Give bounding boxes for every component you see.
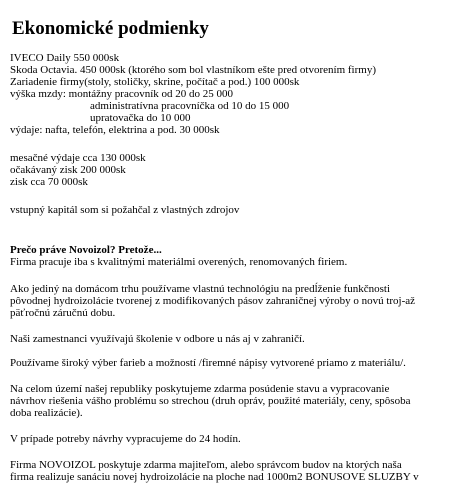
why-paragraph-2-line-3: päťročnú záručnú dobu. bbox=[10, 307, 116, 319]
wage-cleaner: upratovačka do 10 000 bbox=[90, 112, 191, 124]
cost-car: Skoda Octavia. 450 000sk (ktorého som bol vlastníkom ešte pred otvorením firmy) bbox=[10, 64, 376, 76]
why-paragraph-2-line-1: Ako jediný na domácom trhu používame vlastnú technológiu na predĺženie funkčnosti bbox=[10, 283, 391, 295]
cost-truck: IVECO Daily 550 000sk bbox=[10, 52, 120, 64]
summary-profit: zisk cca 70 000sk bbox=[10, 176, 88, 188]
cost-expenses: výdaje: nafta, telefón, elektrina a pod. 30 000sk bbox=[10, 124, 220, 136]
wage-admin: administratívna pracovníčka od 10 do 15 000 bbox=[90, 100, 290, 112]
summary-expected-gain: očakávaný zisk 200 000sk bbox=[10, 164, 126, 176]
why-paragraph-5-line-3: doba realizácie). bbox=[10, 407, 83, 419]
why-paragraph-7-line-2: firma realizuje sanáciu novej hydroizolácie na ploche nad 1000m2 BONUSOVE SLUZBY v bbox=[10, 471, 419, 483]
why-paragraph-4: Používame široký výber farieb a možností /firemné nápisy vytvorené priamo z materiálu/. bbox=[10, 357, 406, 369]
why-paragraph-7-line-1: Firma NOVOIZOL poskytuje zdarma majiteľom, alebo správcom budov na ktorých naša bbox=[10, 459, 402, 471]
summary-monthly: mesačné výdaje cca 130 000sk bbox=[10, 152, 146, 164]
why-paragraph-2-line-2: pôvodnej hydroizolácie tvorenej z modifikovaných pásov zahraničnej výroby o novú troj-až bbox=[10, 295, 416, 307]
why-paragraph-6: V prípade potreby návrhy vypracujeme do 24 hodín. bbox=[10, 433, 241, 445]
why-heading: Prečo práve Novoizol? Pretože... bbox=[10, 244, 162, 256]
why-paragraph-5-line-1: Na celom území našej republiky poskytujeme zdarma posúdenie stavu a vypracovanie bbox=[10, 383, 390, 395]
why-paragraph-1: Firma pracuje iba s kvalitnými materiálmi overených, renomovaných firiem. bbox=[10, 256, 348, 268]
page-title: Ekonomické podmienky bbox=[12, 18, 209, 39]
cost-equipment: Zariadenie firmy(stoly, stoličky, skrine, počítač a pod.) 100 000sk bbox=[10, 76, 300, 88]
wages-header: výška mzdy: montážny pracovník od 20 do 25 000 bbox=[10, 88, 234, 100]
why-paragraph-3: Naši zamestnanci využívajú školenie v odbore u nás aj v zahraničí. bbox=[10, 333, 305, 345]
capital-note: vstupný kapitál som si požahčal z vlastných zdrojov bbox=[10, 204, 240, 216]
why-paragraph-5-line-2: návrhov riešenia vášho problému so strechou (druh opráv, použité materiály, ceny, spôsoba bbox=[10, 395, 411, 407]
